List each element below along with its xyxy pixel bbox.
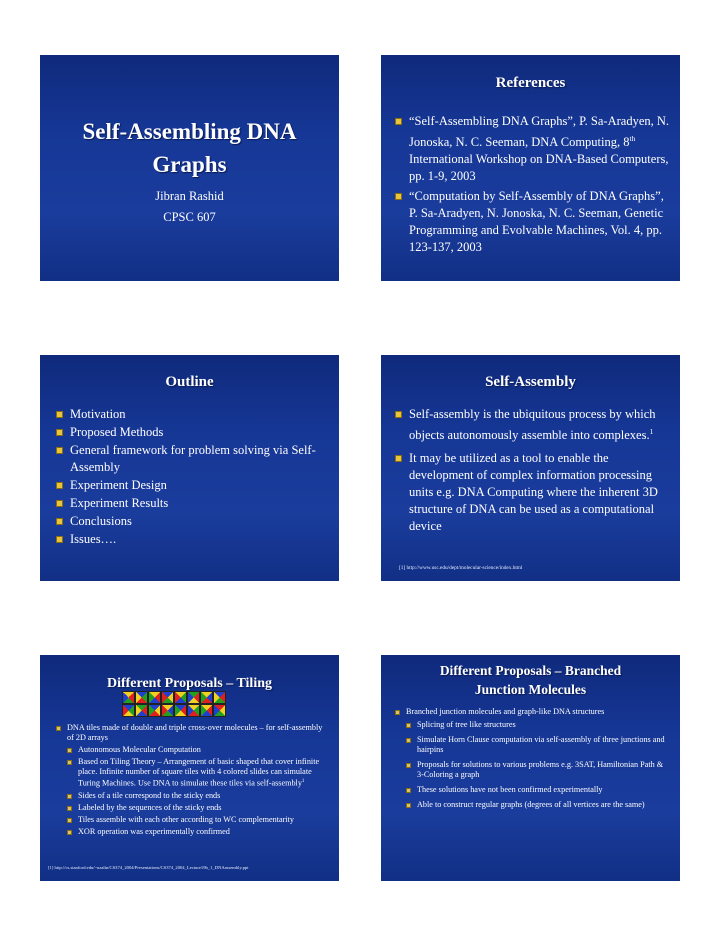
dna-tile [135, 691, 148, 704]
bullet-square-icon [67, 830, 72, 835]
dna-tile [187, 704, 200, 717]
dna-tile [122, 691, 135, 704]
outline-item: Issues…. [56, 531, 326, 548]
bullet-square-icon [395, 455, 402, 462]
dna-tile [200, 704, 213, 717]
sub-item: Sides of a tile correspond to the sticky ends [67, 791, 328, 801]
bullet-square-icon [56, 447, 63, 454]
slide-heading: Self-Assembly [485, 374, 576, 390]
content-item: Branched junction molecules and graph-like DNA structures Splicing of tree like structures Simulate Horn Clause computation via self-assembly of three junctions and hairpins Proposals for solutions to various problems e.g. 3SAT, Hamiltonian Path & 3-Coloring a graph These solutions have not been confirmed experimentally Able to construct regular graphs (degrees of all vertices are the same) [395, 707, 671, 810]
tile-figure-row-2 [122, 704, 226, 717]
bullet-square-icon [56, 536, 63, 543]
bullet-square-icon [56, 411, 63, 418]
slide-self-assembly [381, 355, 680, 581]
author-name: Jibran Rashid [155, 189, 224, 203]
content-item: DNA tiles made of double and triple cross-over molecules – for self-assembly of 2D arrays Autonomous Molecular Computation Based on Tiling Theory – Arrangement of basic shaped that cover infinite place. Infinite number of square tiles with 4 colored slides can simulate Turing Machines. Use DNA to simulate these tiles via self-assembly$^1$ Sides of a tile correspond to the sticky ends Labeled by the sequences of the sticky ends Tiles assemble with each other according to WC complementarity XOR operation was experimentally confirmed [56, 723, 328, 837]
dna-tile [148, 691, 161, 704]
bullet-square-icon [67, 794, 72, 799]
footnote: [1] http://cs.stanford.edu/~uzalin/CS374_2004/Presentations/CS374_2004_Lecture19b_1_DNAassembly.ppt [48, 865, 249, 870]
slide-heading: Different Proposals – Branched Junction Molecules [439, 663, 622, 697]
sub-item: XOR operation was experimentally confirmed [67, 827, 328, 837]
title-line-2: Graphs [152, 152, 227, 177]
bullet-square-icon [395, 118, 402, 125]
bullet-square-icon [67, 818, 72, 823]
course-name: CPSC 607 [163, 210, 216, 224]
dna-tile [174, 704, 187, 717]
bullet-square-icon [56, 500, 63, 507]
presentation-title [40, 115, 339, 181]
slide-references [381, 55, 680, 281]
dna-tile [161, 691, 174, 704]
content-item: It may be utilized as a tool to enable the development of complex information processing units e.g. DNA Computing where the inherent 3D structure of DNA can be used as a computational device [395, 450, 671, 535]
dna-tile [213, 704, 226, 717]
slide-outline [40, 355, 339, 581]
bullet-square-icon [406, 738, 411, 743]
content-item: Self-assembly is the ubiquitous process by which objects autonomously assemble into complexes.$^1$ [395, 406, 671, 444]
outline-item: Proposed Methods [56, 424, 326, 441]
dna-tile [174, 691, 187, 704]
sub-item: Simulate Horn Clause computation via self-assembly of three junctions and hairpins [406, 735, 671, 755]
bullet-square-icon [406, 803, 411, 808]
bullet-square-icon [406, 788, 411, 793]
outline-item: Experiment Results [56, 495, 326, 512]
slide-branched-junction [381, 655, 680, 881]
outline-item: Motivation [56, 406, 326, 423]
reference-item: “Computation by Self-Assembly of DNA Graphs”, P. Sa-Aradyen, N. Jonoska, N. C. Seeman, Genetic Programming and Evolvable Machines, Vol. 4, pp. 123-137, 2003 [395, 188, 670, 256]
bullet-square-icon [56, 518, 63, 525]
slide-heading: References [495, 75, 566, 91]
bullet-square-icon [56, 482, 63, 489]
slide-heading: Outline [165, 374, 214, 390]
bullet-square-icon [56, 726, 61, 731]
slide-title [40, 55, 339, 281]
bullet-square-icon [395, 411, 402, 418]
sub-item: Labeled by the sequences of the sticky ends [67, 803, 328, 813]
footnote: [1] http://www.usc.edu/dept/molecular-science/index.html [399, 565, 523, 571]
sub-item: Tiles assemble with each other according to WC complementarity [67, 815, 328, 825]
sub-item: Based on Tiling Theory – Arrangement of basic shaped that cover infinite place. Infinite number of square tiles with 4 colored slides can simulate Turing Machines. Use DNA to simulate these tiles via self-assembly$^1$ [67, 757, 328, 789]
bullet-square-icon [56, 429, 63, 436]
bullet-square-icon [395, 710, 400, 715]
sub-item: Autonomous Molecular Computation [67, 745, 328, 755]
dna-tile [122, 704, 135, 717]
dna-tile [148, 704, 161, 717]
tile-figure-row-1 [122, 691, 226, 704]
reference-item: “Self-Assembling DNA Graphs”, P. Sa-Aradyen, N. Jonoska, N. C. Seeman, DNA Computing, 8th International Workshop on DNA-Based Computers, pp. 1-9, 2003 [395, 113, 670, 185]
outline-item: Experiment Design [56, 477, 326, 494]
dna-tile [200, 691, 213, 704]
sub-item: These solutions have not been confirmed experimentally [406, 785, 671, 795]
bullet-square-icon [395, 193, 402, 200]
bullet-square-icon [406, 723, 411, 728]
dna-tile [135, 704, 148, 717]
slide-tiling [40, 655, 339, 881]
sub-item: Able to construct regular graphs (degrees of all vertices are the same) [406, 800, 671, 810]
dna-tile [213, 691, 226, 704]
title-line-1: Self-Assembling DNA [82, 119, 297, 144]
sub-item: Splicing of tree like structures [406, 720, 671, 730]
slide-heading: Different Proposals – Tiling [106, 676, 273, 691]
bullet-square-icon [67, 760, 72, 765]
outline-item: Conclusions [56, 513, 326, 530]
outline-item: General framework for problem solving via Self-Assembly [56, 442, 326, 476]
dna-tile [187, 691, 200, 704]
bullet-square-icon [67, 806, 72, 811]
dna-tile [161, 704, 174, 717]
bullet-square-icon [67, 748, 72, 753]
bullet-square-icon [406, 763, 411, 768]
sub-item: Proposals for solutions to various problems e.g. 3SAT, Hamiltonian Path & 3-Coloring a graph [406, 760, 671, 780]
